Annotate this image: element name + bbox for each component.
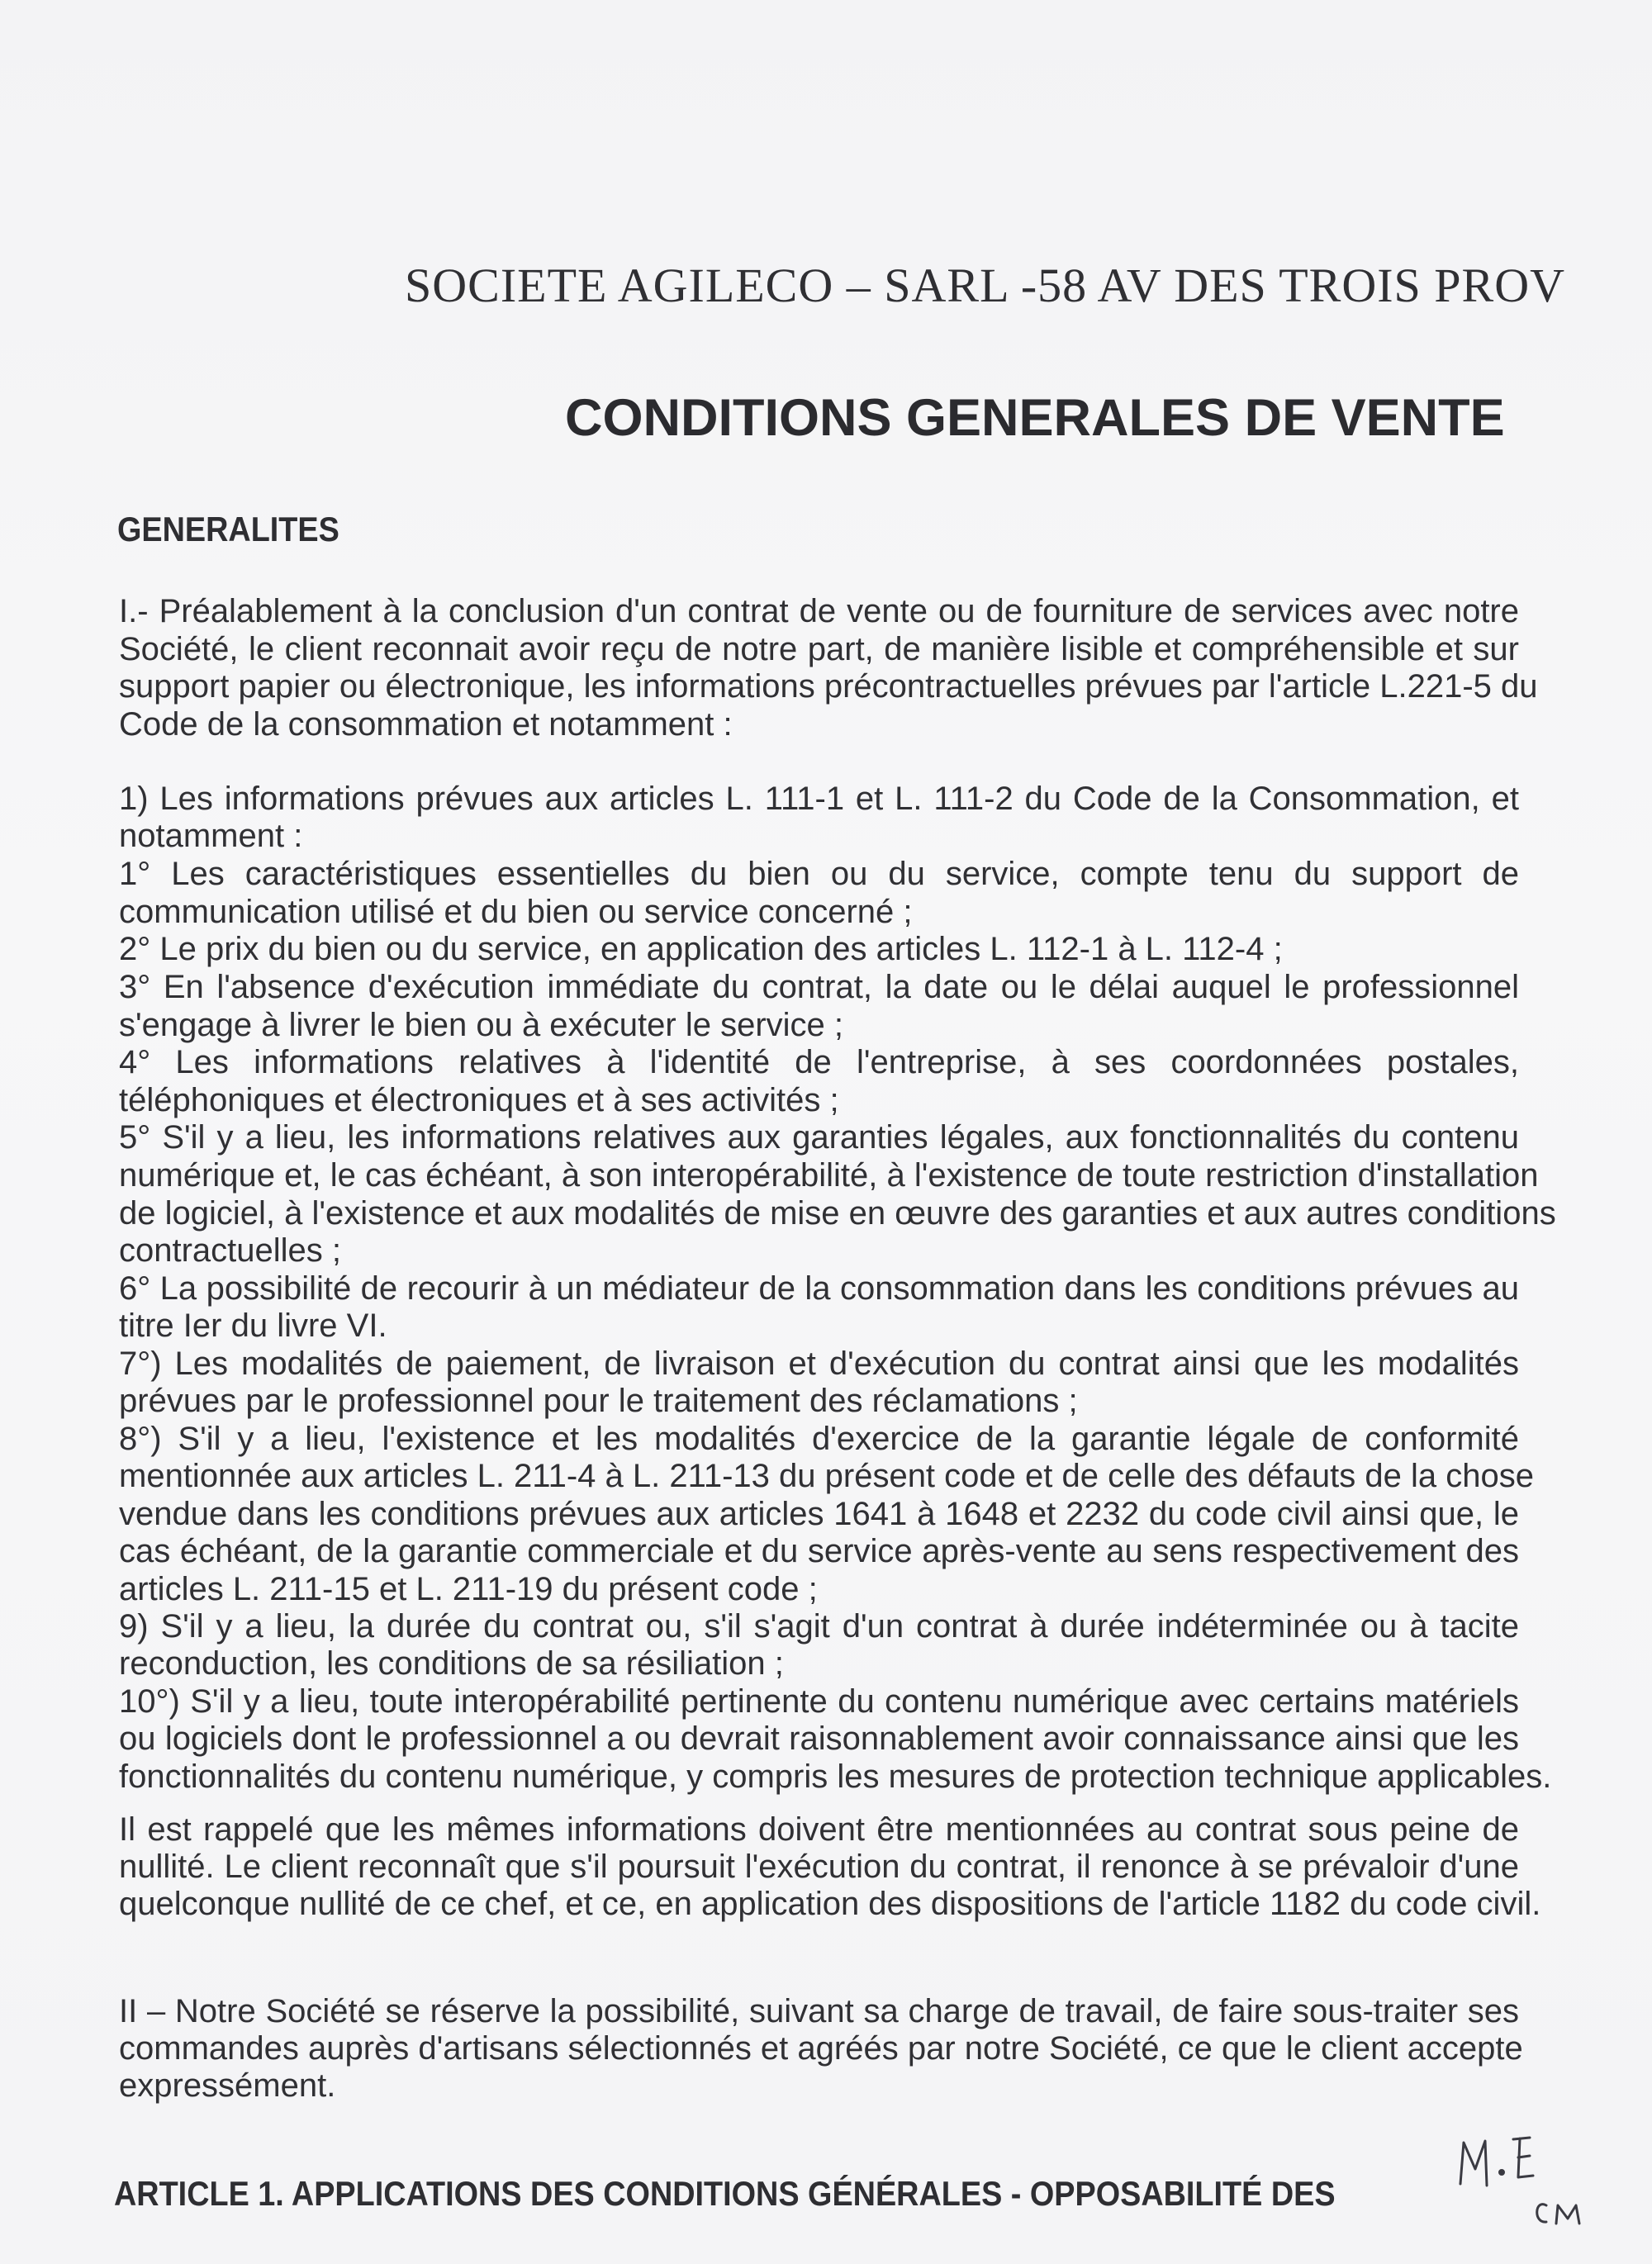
text-line: contractuelles ; [119, 1232, 342, 1269]
company-header: SOCIETE AGILECO – SARL -58 AV DES TROIS PROV [405, 259, 1566, 312]
text-line: 6° La possibilité de recourir à un médiateur de la consommation dans les conditions prévues au [119, 1270, 1519, 1307]
text-line: mentionnée aux articles L. 211-4 à L. 211-13 du présent code et de celle des défauts de la chose [119, 1458, 1534, 1494]
text-line: notamment : [119, 818, 303, 854]
text-line: prévues par le professionnel pour le traitement des réclamations ; [119, 1383, 1078, 1419]
text-line: support papier ou électronique, les informations précontractuelles prévues par l'article L.221-5 du [119, 668, 1538, 705]
text-line: vendue dans les conditions prévues aux articles 1641 à 1648 et 2232 du code civil ainsi que, le [119, 1496, 1519, 1532]
text-line: téléphoniques et électroniques et à ses activités ; [119, 1082, 839, 1118]
text-line: 8°) S'il y a lieu, l'existence et les modalités d'exercice de la garantie légale de conformité [119, 1421, 1519, 1457]
text-line: fonctionnalités du contenu numérique, y compris les mesures de protection technique applicables. [119, 1759, 1552, 1795]
text-line: cas échéant, de la garantie commerciale et du service après-vente au sens respectivement des [119, 1533, 1519, 1569]
text-line: 7°) Les modalités de paiement, de livraison et d'exécution du contrat ainsi que les modalités [119, 1346, 1519, 1382]
text-line: Il est rappelé que les mêmes informations doivent être mentionnées au contrat sous peine de [119, 1811, 1519, 1848]
text-line: 9) S'il y a lieu, la durée du contrat ou, s'il s'agit d'un contrat à durée indéterminée ou à tacite [119, 1608, 1519, 1645]
text-line: numérique et, le cas échéant, à son interopérabilité, à l'existence de toute restriction d'installation [119, 1157, 1539, 1194]
text-line: ou logiciels dont le professionnel a ou devrait raisonnablement avoir connaissance ainsi que les [119, 1721, 1519, 1757]
text-line: commandes auprès d'artisans sélectionnés et agréés par notre Société, ce que le client accepte [119, 2030, 1523, 2067]
text-line: articles L. 211-15 et L. 211-19 du présent code ; [119, 1571, 818, 1607]
text-line: 10°) S'il y a lieu, toute interopérabilité pertinente du contenu numérique avec certains matériels [119, 1683, 1519, 1720]
section-heading-generalites: GENERALITES [117, 510, 339, 548]
text-line: reconduction, les conditions de sa résiliation ; [119, 1645, 784, 1682]
text-line: titre Ier du livre VI. [119, 1308, 387, 1344]
text-line: 5° S'il y a lieu, les informations relatives aux garanties légales, aux fonctionnalités du contenu [119, 1119, 1519, 1156]
text-line: 4° Les informations relatives à l'identité de l'entreprise, à ses coordonnées postales, [119, 1044, 1519, 1080]
text-line: I.- Préalablement à la conclusion d'un contrat de vente ou de fourniture de services avec notre [119, 593, 1519, 629]
text-line: nullité. Le client reconnaît que s'il poursuit l'exécution du contrat, il renonce à se prévaloir d'une [119, 1849, 1519, 1885]
text-line: communication utilisé et du bien ou service concerné ; [119, 894, 913, 930]
text-line: II – Notre Société se réserve la possibilité, suivant sa charge de travail, de faire sous-traiter ses [119, 1993, 1519, 2029]
article-1-heading: ARTICLE 1. APPLICATIONS DES CONDITIONS GÉNÉRALES - OPPOSABILITÉ DES [114, 2174, 1336, 2213]
text-line: Code de la consommation et notamment : [119, 706, 733, 743]
text-line: 2° Le prix du bien ou du service, en application des articles L. 112-1 à L. 112-4 ; [119, 931, 1283, 967]
text-line: de logiciel, à l'existence et aux modalités de mise en œuvre des garanties et aux autres conditions [119, 1195, 1556, 1232]
text-line: 1) Les informations prévues aux articles L. 111-1 et L. 111-2 du Code de la Consommation, et [119, 781, 1519, 817]
text-line: 3° En l'absence d'exécution immédiate du contrat, la date ou le délai auquel le professionnel [119, 969, 1519, 1005]
text-line: s'engage à livrer le bien ou à exécuter le service ; [119, 1007, 844, 1043]
text-line: expressément. [119, 2067, 336, 2104]
text-line: quelconque nullité de ce chef, et ce, en application des dispositions de l'article 1182 du code civil. [119, 1886, 1541, 1922]
text-line: Société, le client reconnait avoir reçu de notre part, de manière lisible et compréhensible et sur [119, 631, 1519, 667]
document-title: CONDITIONS GENERALES DE VENTE [565, 389, 1505, 447]
handwritten-initials [1454, 2126, 1602, 2250]
text-line: 1° Les caractéristiques essentielles du bien ou du service, compte tenu du support de [119, 856, 1519, 892]
